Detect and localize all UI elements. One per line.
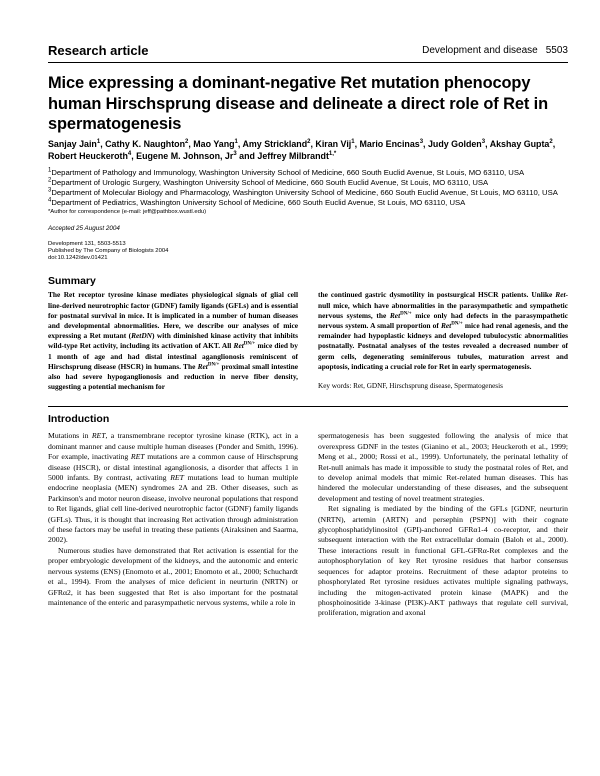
summary-columns [48,290,568,392]
introduction-heading: Introduction [48,413,110,426]
introduction-column-right [318,431,568,618]
section-label: Research article [48,43,149,58]
author-sup: 4 [127,150,132,157]
gene-name: Ret [233,341,244,351]
affiliation-text: Department of Pathology and Immunology, Washington University School of Medicine, 660 South Euclid Avenue, St Louis, MO 63110, USA [51,167,525,177]
summary-span: mice died by 1 month of age and had distal intestinal aganglionosis reminiscent of Hirschsprung disease (HSCR) in humans. The [48,341,298,371]
body-span: Mutations in [48,431,92,441]
affiliation-sup: 3 [48,186,52,193]
body-span: mutations lead to human multiple endocrine neoplasia (MEN) syndromes 2A and 2B. Other diseases, such as Parkinson's and motor neuron disease, involve neuronal populations that respond to Ret ligands, glial cell line-derived neurotrophic factor (GDNF) family ligands (GFLs). Thus, it is thought that increasing Ret activation through administration of these factors may be useful in treating these patients (Airaksinen and Saarma, 2002). [48,473,298,545]
author-sup: 2 [185,138,189,145]
affiliation-sup: 1 [48,166,52,173]
affiliations [48,168,568,216]
publication-info [48,241,568,263]
gene-name: RET [130,452,145,462]
accepted-date: Accepted 25 August 2004 [48,224,120,232]
author-name: Robert Heuckeroth [48,150,128,161]
author-sup: 2 [307,138,311,145]
author-name: Jeffrey Milbrandt [257,150,329,161]
header-right [422,45,568,56]
affiliation [48,168,568,178]
genotype-sup: DN/+ [243,341,256,347]
author-list: Sanjay Jain$^1$, Cathy K. Naughton$^2$, Mao Yang$^1$, Amy Strickland$^2$, Kiran Vij$^1$, Mario Encinas$^3$, Judy Golden$^3$, Akshay Gupta$^2$, Robert Heuckeroth$^4$, Eugene M. Johnson, Jr$^3$ and Jeffrey Milbrandt$^{1,*}$ [48,138,556,161]
introduction-columns [48,431,568,618]
summary-span: mice had renal agenesis, and the remainder had hypoplastic kidneys and developed tubulocystic abnormalities postnatally. Postnatal analyses of the testes revealed a decreased number of germ cells, degenerating seminiferous tubules, maturation arrest and apoptosis, indicating a crucial role for Ret in early spermatogenesis. [318,321,569,371]
summary-column-right [318,290,568,392]
gene-name: Ret [555,290,566,300]
author-name: Judy Golden [427,138,482,149]
author-name: Mao Yang [193,138,235,149]
running-header [48,42,568,63]
body-paragraph [48,431,298,545]
summary-span: ) with diminished kinase activity that inhibits wild-type Ret activity, including its activation of AKT. All [48,331,298,351]
affiliation-sup: 2 [48,176,52,183]
summary-heading: Summary [48,275,96,288]
author-name: Eugene M. Johnson, Jr [136,150,234,161]
doi-line: doi:10.1242/dev.01421 [48,255,108,262]
category-label: Development and disease [422,45,538,56]
author-name: Cathy K. Naughton [105,138,185,149]
author-name: Akshay Gupta [489,138,550,149]
author-sup: 2 [549,138,553,145]
summary-span: -null mice, which have abnormalities in the parasympathetic and sympathetic nervous systems, the [318,290,568,320]
journal-citation: Development 131, 5503-5513 [48,240,126,247]
affiliation [48,178,568,188]
gene-name: RET [91,431,106,441]
body-span: mutations are a common cause of Hirschsprung disease (HSCR), or distal intestinal aganglionosis, a disorder that affects 1 in 5000 infants. By contrast, activating [48,452,298,483]
gene-name: Ret [440,321,452,330]
page-number: 5503 [545,45,568,56]
author-name: Sanjay Jain [48,138,97,149]
affiliation-sup: 4 [48,196,52,203]
gene-name: Ret [197,361,208,371]
summary-column-left [48,290,298,392]
summary-span: proximal small intestine also had severe hypoganglionosis and reduction in nerve fiber density, suggesting a potential mechanism for [48,361,298,392]
body-paragraph: Ret signaling is mediated by the binding of the GFLs [GDNF, neurturin (NRTN), artemin (ARTN) and persephin (PSPN)] with their cognate glycophosphatidylinositol (GPI)-anchored GFRα1-4 co-receptor, and their subsequent interaction with the Ret extracellular domain (Baloh et al., 2000). These interactions result in functional GFL-GFRα-Ret complexes and the autophosphorylation of key Ret tyrosine residues that harbor consensus sequences for adaptor proteins. Recruitment of these adaptor proteins to phosphorylated Ret tyrosine residues activates multiple signaling pathways, including the mitogen-activated protein kinase (MAPK) and the phosphoinositide 3-kinase (PI3K)-AKT pathways that regulate cell survival, proliferation, migration and axonal [318,504,568,618]
article-title: Mice expressing a dominant-negative Ret mutation phenocopy human Hirschsprung disease and delineate a direct role of Ret in spermatogenesis [48,74,549,133]
author-sup: 1 [234,138,238,145]
gene-name: Ret [389,310,401,320]
gene-name: RET [170,473,184,483]
publisher-line: Published by The Company of Biologists 2004 [48,247,169,254]
body-paragraph: Numerous studies have demonstrated that Ret activation is essential for the proper embryologic development of the kidneys, and the autonomic and enteric nervous systems (ENS) (Enomoto et al., 2001; Enomoto et al., 2000; Schuchardt et al., 1994). From the analyses of mice deficient in neurturin (NRTN) or GFRα2, it has been suggested that Ret is also important for the postnatal maintenance of the enteric and parasympathetic nervous systems, while a role in [48,545,298,607]
summary-italic: RetDN [131,331,153,341]
summary-text [48,290,298,392]
affiliation [48,188,568,198]
affiliation [48,198,568,208]
correspondence-email: *Author for correspondence (e-mail: jeff@pathbox.wustl.edu) [48,208,207,215]
summary-text [318,290,568,372]
genotype-sup: DN/+ [400,311,412,317]
author-name: Amy Strickland [242,138,308,149]
body-paragraph: spermatogenesis has been suggested following the analysis of mice that overexpress GDNF in the testes (Gianino et al., 2003; Heuckeroth et al., 1999; Meng et al., 2000; Rossi et al., 1999). Unfortunately, the perinatal lethality of Ret-null animals has made it impossible to study the postnatal roles of Ret, and to develop animal models that mimic Ret-related human diseases. This has hindered the molecular understanding of these diseases, and the subsequent development and testing of novel treatment strategies. [318,431,568,503]
author-name: Mario Encinas [359,138,420,149]
body-span: , a transmembrane receptor tyrosine kinase (RTK), act in a dominant manner and cause multiple human diseases (Ponder and Smith, 1996). For example, inactivating [48,431,298,462]
author-sup: 3 [233,150,237,157]
author-sup: 3 [419,138,424,145]
author-name: Kiran Vij [315,138,352,149]
summary-span: mice only had defects in the parasympathetic nervous system. A small proportion of [318,310,569,330]
author-sup: 1 [96,138,101,145]
genotype-sup: DN/+ [451,321,463,327]
author-sup: 1 [351,138,355,145]
article-page [48,42,568,619]
author-sup: 3 [481,138,486,145]
summary-span: The Ret receptor tyrosine kinase mediates physiological signals of glial cell line-derived neurotrophic factor (GDNF) family ligands (GFLs) and is essential for postnatal survival in mice. It is implicated in a number of human diseases and developmental abnormalities. Here, we describe our analyses of mice expressing a Ret mutant ( [48,290,298,341]
genotype-sup: DN/+ [207,362,220,368]
section-divider [48,406,568,407]
introduction-column-left [48,431,298,618]
affiliation-text: Department of Pediatrics, Washington University School of Medicine, 660 South Euclid Avenue, St Louis, MO 63110, USA [51,197,466,207]
affiliation-text: Department of Urologic Surgery, Washington University School of Medicine, 660 South Euclid Avenue, St Louis, MO 63110, USA [51,177,489,187]
author-sup: 1,* [328,150,337,157]
summary-span: the continued gastric dysmotility in postsurgical HSCR patients. Unlike [318,290,556,300]
keywords: Key words: Ret, GDNF, Hirschsprung disease, Spermatogenesis [318,382,503,391]
affiliation-text: Department of Molecular Biology and Pharmacology, Washington University School of Medicine, 660 South Euclid Avenue, St Louis, MO 63110, USA [51,187,558,197]
